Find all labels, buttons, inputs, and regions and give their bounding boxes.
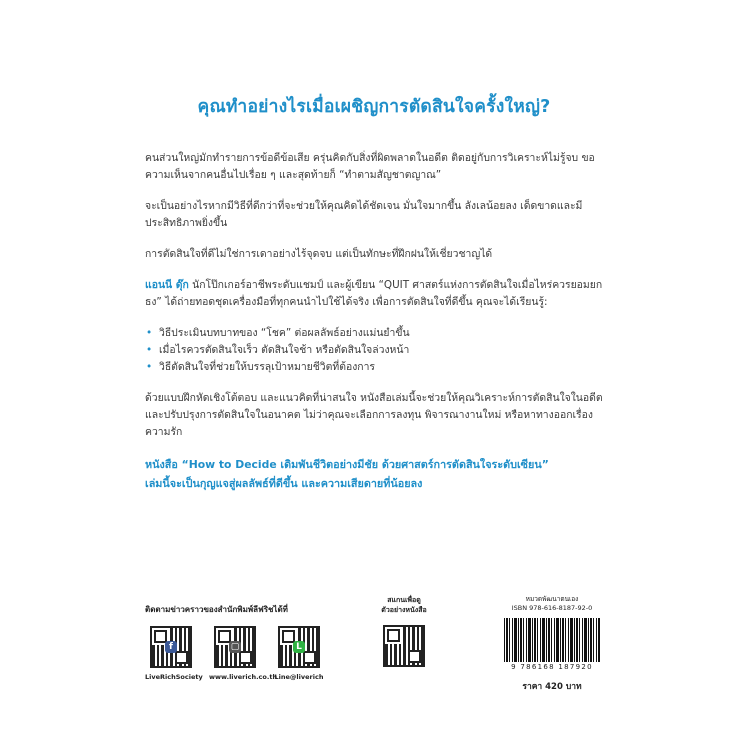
sample-label-line1: สแกนเพื่อดู [387,596,421,604]
bullet-item [145,359,605,376]
bullet-dot-icon: • [146,361,153,373]
barcode-number: 9 786168 187920 [511,663,593,671]
bullet-dot-icon: • [146,327,153,339]
barcode-block [492,595,612,693]
highlight-title: “How to Decide เดิมพันชีวิตอย่างมีชัย ด้วยศาสตร์การตัดสินใจระดับเซียน” [181,458,549,471]
qr-line[interactable] [273,626,325,681]
bullet-text: วิธีประเมินบทบาทของ “โชค” ต่อผลลัพธ์อย่างแม่นยำขึ้น [159,327,410,339]
paragraph-2: จะเป็นอย่างไรหากมีวิธีที่ดีกว่าที่จะช่วยให้คุณคิดได้ชัดเจน มั่นใจมากขึ้น ลังเลน้อยลง เด็ดขาดและมีประสิทธิภาพยิ่งขึ้น [145,200,583,229]
bullet-dot-icon: • [146,344,153,356]
qr-code [150,626,192,668]
closing-paragraph: ด้วยแบบฝึกหัดเชิงโต้ตอบ และแนวคิดที่น่าสนใจ หนังสือเล่มนี้จะช่วยให้คุณวิเคราะห์การตัดสินใจในอดีต และปรับปรุงการตัดสินใจในอนาคต ไม่ว่าคุณจะเลือกการลงทุน พิจารณางานใหม่ หรือหาทางออกเรื่องความรัก [145,392,603,438]
follow-label: ติดตามข่าวคราวของสำนักพิมพ์ลีฟริชได้ที่ [145,605,288,614]
sample-label [364,595,444,615]
sample-qr-code[interactable] [383,625,425,667]
qr-row [145,626,335,681]
paragraph-1: คนส่วนใหญ่มักทำรายการข้อดีข้อเสีย ครุ่นคิดกับสิ่งที่ผิดพลาดในอดีต ติดอยู่กับการวิเคราะห์ไม่รู้จบ ขอความเห็นจากคนอื่นไปเรื่อย ๆ และสุดท้ายก็ “ทำตามสัญชาตญาณ” [145,152,595,181]
price: ราคา 420 บาท [522,682,582,692]
qr-label: www.liverich.co.th [209,673,278,681]
headline: คุณทำอย่างไรเมื่อเผชิญการตัดสินใจครั้งใหญ่? [197,97,551,117]
qr-label: LiveRichSociety [145,673,203,681]
highlight-prefix: หนังสือ [145,458,182,471]
bullet-list [145,325,605,376]
category: หมวดพัฒนาตนเอง [525,595,579,603]
web-icon: ▢ [230,642,240,652]
highlight-suffix: เล่มนี้จะเป็นกุญแจสู่ผลลัพธ์ที่ดีขึ้น และความเสียดายที่น้อยลง [145,477,423,490]
author-intro-text: นักโป๊กเกอร์อาชีพระดับแชมป์ และผู้เขียน “QUIT ศาสตร์แห่งการตัดสินใจเมื่อไหร่ควรยอมยกธง” ได้ถ่ายทอดชุดเครื่องมือที่ทุกคนนำไปใช้ได้จริง เพื่อการตัดสินใจที่ดีขึ้น คุณจะได้เรียนรู้: [145,279,603,308]
social-links [145,603,335,681]
qr-label: Line@liverich [274,673,324,681]
bullet-item [145,325,605,342]
author-name: แอนนี ดุ๊ก [145,279,189,291]
qr-facebook[interactable] [145,626,203,681]
bullet-text: วิธีตัดสินใจที่ช่วยให้บรรลุเป้าหมายชีวิตที่ต้องการ [159,361,376,373]
body-text [145,150,605,493]
isbn: ISBN 978-616-8187-92-0 [511,604,593,612]
qr-code [278,626,320,668]
sample-label-line2: ตัวอย่างหนังสือ [381,606,427,614]
paragraph-3: การตัดสินใจที่ดีไม่ใช่การเดาอย่างไร้จุดจบ แต่เป็นทักษะที่ฝึกฝนให้เชี่ยวชาญได้ [145,248,493,260]
bullet-text: เมื่อไรควรตัดสินใจเร็ว ตัดสินใจช้า หรือตัดสินใจล่วงหน้า [159,344,410,356]
book-back-cover [134,40,614,720]
line-icon: L [293,641,305,653]
sample-qr-block [364,595,444,667]
facebook-icon: f [165,641,177,653]
bullet-item [145,342,605,359]
highlight-block [145,455,605,493]
qr-code [214,626,256,668]
qr-website[interactable] [209,626,278,681]
author-intro [145,277,605,311]
barcode [504,618,600,662]
